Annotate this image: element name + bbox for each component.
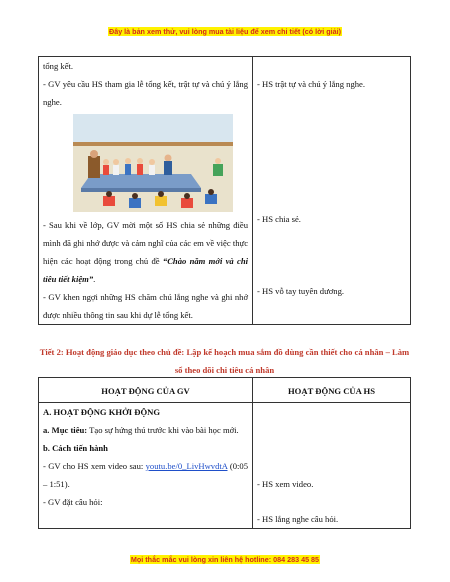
student-activity-cell [253, 403, 411, 529]
hotline-banner: Mọi thắc mắc vui lòng xin liên hệ hotline: 084 283 45 85 [130, 555, 320, 564]
text-line: - GV yêu cầu HS tham gia lễ tổng kết, trật tự và chú ý lắng nghe. [43, 79, 249, 107]
text-line: a. Mục tiêu: Tạo sự hứng thú trước khi vào bài học mới. [43, 425, 239, 435]
text-line: - GV đặt câu hỏi: [43, 497, 103, 507]
text-line: - HS vỗ tay tuyên dương. [257, 286, 345, 296]
text-line: - HS trật tự và chú ý lắng nghe. [257, 79, 366, 89]
activity-table-1 [38, 56, 411, 325]
table-header-row [39, 378, 411, 403]
table-row [39, 57, 411, 325]
text-line: - HS chia sẻ. [257, 214, 301, 224]
header-student: HOẠT ĐỘNG CỦA HS [253, 378, 411, 403]
section-label: A. HOẠT ĐỘNG KHỞI ĐỘNG [43, 407, 161, 417]
video-link[interactable]: youtu.be/0_LivHwvdtA [145, 461, 228, 471]
section-label: b. Cách tiến hành [43, 443, 108, 453]
ceremony-illustration [73, 114, 233, 212]
teacher-activity-cell [39, 57, 253, 325]
table-row [39, 403, 411, 529]
text-line: - HS lắng nghe câu hỏi. [257, 514, 339, 524]
text-line: tổng kết. [43, 61, 74, 71]
activity-table-2 [38, 377, 411, 529]
section-heading: Tiết 2: Hoạt động giáo dục theo chủ đề: Lập kế hoạch mua sắm đồ dùng cần thiết cho cá nhân – Làm sổ theo dõi chi tiêu cá nhân [39, 347, 410, 375]
preview-banner: Đây là bản xem thử, vui lòng mua tài liệu để xem chi tiết (có lời giải) [109, 27, 341, 36]
student-activity-cell [253, 57, 411, 325]
text-line: - GV khen ngợi những HS chăm chú lắng nghe và ghi nhớ được nhiều thông tin sau khi dự lễ tổng kết. [43, 292, 249, 320]
header-teacher: HOẠT ĐỘNG CỦA GV [39, 378, 253, 403]
text-line: - Sau khi về lớp, GV mời một số HS chia sẻ những điều mình đã ghi nhớ được và cảm nghĩ của các em về việc thực hiện các hoạt động trong chủ đề “Chào năm mới và chi tiêu tiết kiệm”. [43, 220, 249, 284]
text-line: - GV cho HS xem video sau: youtu.be/0_LivHwvdtA (0:05 – 1:51). [43, 461, 248, 489]
text-line: - HS xem video. [257, 479, 314, 489]
teacher-activity-cell [39, 403, 253, 529]
